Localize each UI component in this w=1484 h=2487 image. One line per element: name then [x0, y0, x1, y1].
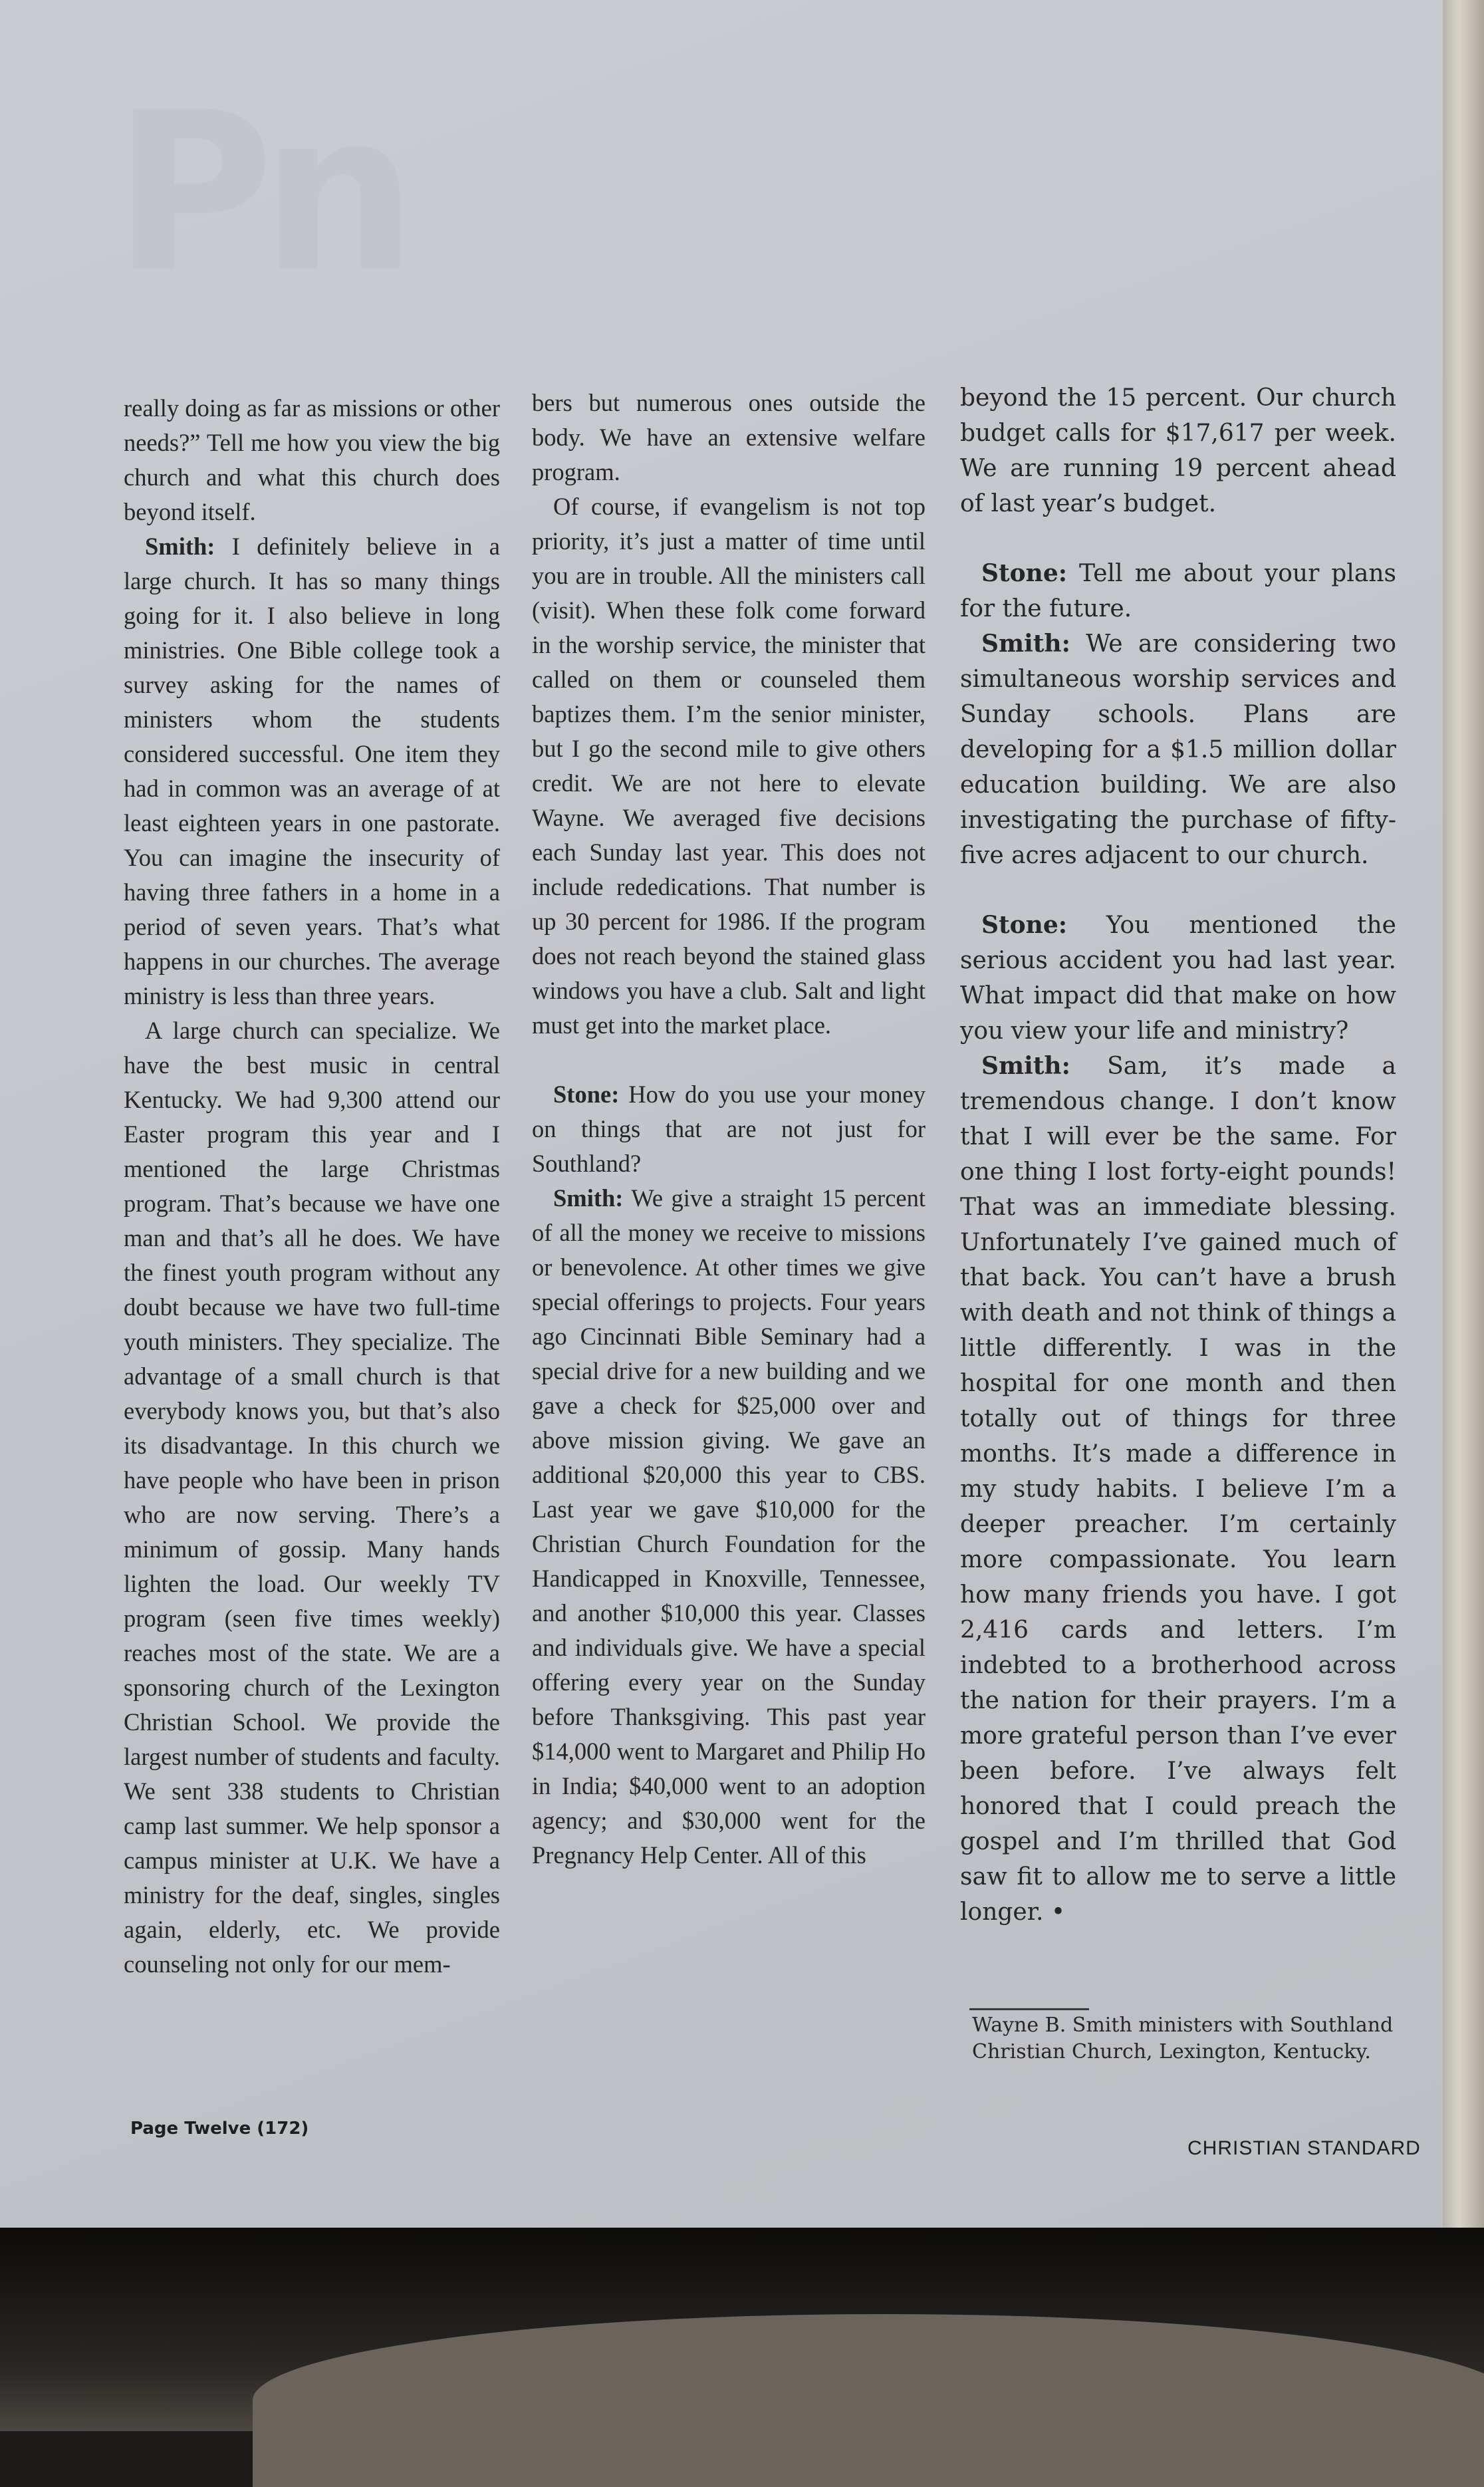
speaker-label: Smith:: [981, 630, 1070, 658]
background-page-curve: [253, 2314, 1484, 2487]
paragraph: [960, 380, 1396, 521]
paragraph: [960, 908, 1396, 1049]
speaker-label: Smith:: [553, 1184, 624, 1212]
paragraph: [960, 1049, 1396, 1930]
speaker-label: Stone:: [981, 911, 1068, 939]
author-bio: Wayne B. Smith ministers with Southland Christian Church, Lexington, Kentucky.: [972, 2014, 1394, 2063]
paragraph: [532, 386, 926, 489]
paragraph: [532, 1077, 926, 1181]
speaker-label: Smith:: [145, 533, 215, 560]
speaker-label: Stone:: [553, 1081, 620, 1108]
paragraph: [124, 391, 500, 529]
text-column-1: [124, 391, 500, 1982]
text-column-2: [532, 386, 926, 1873]
paragraph-text: I definitely believe in a large church. It has so many things going for it. I also believe in long ministries. One Bible college took a survey asking for the names of ministers whom the students considered successful. One item they had in common was an average of at least eighteen years in one pastorate. You can imagine the insecurity of having three fathers in a home in a period of seven years. That’s what happens in our churches. The average ministry is less than three years.: [124, 533, 500, 1009]
paragraph-text: We give a straight 15 percent of all the money we receive to missions or benevolence. At other times we give special offerings to projects. Four years ago Cincinnati Bible Seminary had a special drive for a new building and we gave a check for $25,000 over and above mission giving. We gave an additional $20,000 this year to CBS. Last year we gave $10,000 for the Christian Church Foundation for the Handicapped in Knoxville, Tennessee, and another $10,000 this year. Classes and individuals give. We have a special offering every year on the Sunday before Thanksgiving. This past year $14,000 went to Margaret and Philip Ho in India; $40,000 went to an adoption agency; and $30,000 went for the Pregnancy Help Center. All of this: [532, 1184, 926, 1869]
paragraph-text: Of course, if evangelism is not top priority, it’s just a matter of time until you are in trouble. All the ministers call (visit). When these folk come forward in the worship service, the minister that called on them or counseled them baptizes them. I’m the senior minister, but I go the second mile to give others credit. We are not here to elevate Wayne. We averaged five decisions each Sunday last year. This does not include rededications. That number is up 30 percent for 1986. If the program does not reach beyond the stained glass windows you have a club. Salt and light must get into the market place.: [532, 493, 926, 1039]
paragraph-text: Tell me about your plans for the future.: [960, 560, 1396, 622]
paragraph: [532, 1181, 926, 1873]
speaker-label: Smith:: [981, 1052, 1070, 1080]
magazine-name: CHRISTIAN STANDARD: [1187, 2137, 1421, 2159]
paragraph: [960, 556, 1396, 626]
paragraph: [532, 489, 926, 1043]
paragraph: [960, 626, 1396, 873]
paragraph-text: A large church can specialize. We have the best music in central Kentucky. We had 9,300 attend our Easter program this year and I mentioned the large Christmas program. That’s because we have one man and that’s all he does. We have the finest youth program without any doubt because we have two full-time youth ministers. They specialize. The advantage of a small church is that everybody knows you, but that’s also its disadvantage. In this church we have people who have been in prison who are now serving. There’s a minimum of gossip. Many hands lighten the load. Our weekly TV program (seen five times weekly) reaches most of the state. We are a sponsoring church of the Lexington Christian School. We provide the largest number of students and faculty. We sent 338 students to Christian camp last summer. We help sponsor a campus minister at U.K. We have a ministry for the deaf, singles, singles again, elderly, etc. We provide counseling not only for our mem-: [124, 1017, 500, 1978]
text-column-3: [960, 380, 1396, 1930]
paragraph: [124, 529, 500, 1013]
paragraph-text: beyond the 15 percent. Our church budget calls for $17,617 per week. We are running 19 percent ahead of last year’s budget.: [960, 384, 1396, 517]
paragraph-text: Sam, it’s made a tremendous change. I don’t know that I will ever be the same. For one thing I lost forty-eight pounds! That was an immediate blessing. Unfortunately I’ve gained much of that back. You can’t have a brush with death and not think of things a little differently. I was in the hospital for one month and then totally out of things for three months. It’s made a difference in my study habits. I believe I’m a deeper preacher. I’m certainly more compassionate. You learn how many friends you have. I got 2,416 cards and letters. I’m indebted to a brotherhood across the nation for their prayers. I’m a more grateful person than I’ve ever been before. I’ve always felt honored that I could preach the gospel and I’m thrilled that God saw fit to allow me to serve a little longer. •: [960, 1053, 1396, 1926]
paragraph: [124, 1013, 500, 1982]
faded-logo-watermark: Pn: [113, 65, 404, 321]
speaker-label: Stone:: [981, 559, 1068, 587]
paragraph-text: How do you use your money on things that are not just for Southland?: [532, 1081, 926, 1177]
paragraph-text: bers but numerous ones outside the body. We have an extensive welfare program.: [532, 389, 926, 485]
footnote-rule: [969, 2008, 1089, 2010]
page-number: Page Twelve (172): [130, 2119, 309, 2139]
paragraph-text: You mentioned the serious accident you had last year. What impact did that make on how you view your life and ministry?: [960, 912, 1396, 1045]
paragraph-text: really doing as far as missions or other needs?” Tell me how you view the big church and what this church does beyond itself.: [124, 394, 500, 525]
page-edge: [1443, 0, 1484, 2248]
paragraph-text: We are considering two simultaneous worship services and Sunday schools. Plans are developing for a $1.5 million dollar education building. We are also investigating the purchase of fifty-five acres adjacent to our church.: [960, 630, 1396, 869]
